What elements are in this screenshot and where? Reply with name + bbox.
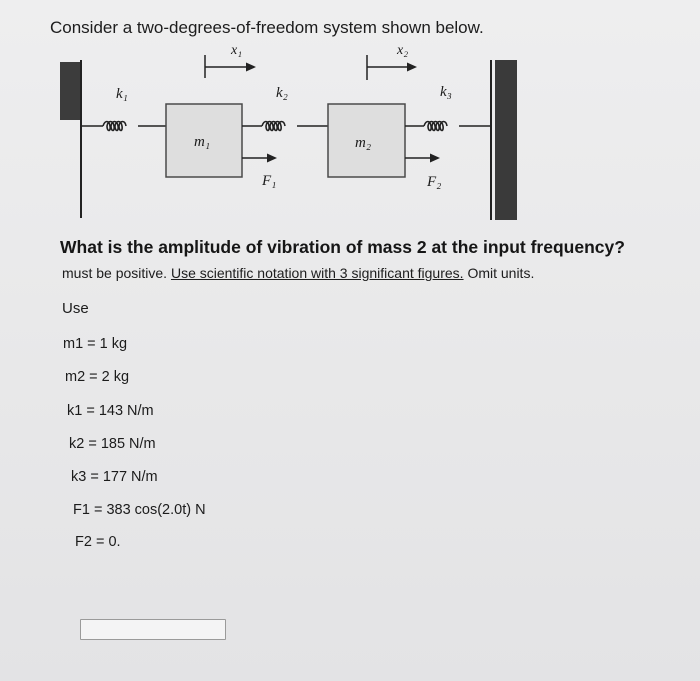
label-x1: x₁ [231, 43, 243, 58]
label-m1: m₁ [194, 134, 211, 150]
label-k3: k₃ [440, 84, 452, 100]
param-f2: F2 = 0. [75, 534, 121, 550]
left-wall [60, 62, 82, 120]
param-k3: k3 = 177 N/m [71, 469, 158, 485]
spring-k3 [405, 122, 491, 131]
label-x2: x₂ [397, 43, 409, 58]
param-m1: m1 = 1 kg [63, 336, 128, 352]
label-m2: m₂ [355, 135, 372, 151]
label-f1: F₁ [262, 173, 277, 189]
param-k2: k2 = 185 N/m [69, 436, 156, 452]
param-f1: F1 = 383 cos(2.0t) N [73, 502, 206, 518]
use-label: Use [62, 300, 89, 317]
right-wall [495, 60, 517, 220]
instruction-text-2: Omit units. [467, 265, 535, 281]
instruction-text-1: must be positive. [62, 265, 168, 281]
two-dof-system-diagram [0, 40, 700, 230]
answer-input[interactable] [80, 619, 226, 640]
label-k2: k₂ [276, 85, 288, 101]
displacement-arrow-x2 [367, 55, 417, 80]
spring-k2 [242, 122, 328, 131]
force-arrow-f2 [405, 154, 440, 163]
question-instructions [62, 265, 534, 281]
displacement-arrow-x1 [205, 55, 256, 78]
force-arrow-f1 [242, 154, 277, 163]
question-title: What is the amplitude of vibration of mass 2 at the input frequency? [60, 237, 625, 257]
label-k1: k₁ [116, 86, 128, 102]
label-f2: F₂ [427, 174, 442, 190]
intro-text: Consider a two-degrees-of-freedom system shown below. [50, 18, 484, 37]
param-k1: k1 = 143 N/m [67, 403, 154, 419]
instruction-underlined: Use scientific notation with 3 significant figures. [170, 265, 464, 281]
spring-k1 [81, 122, 166, 131]
param-m2: m2 = 2 kg [65, 369, 130, 385]
